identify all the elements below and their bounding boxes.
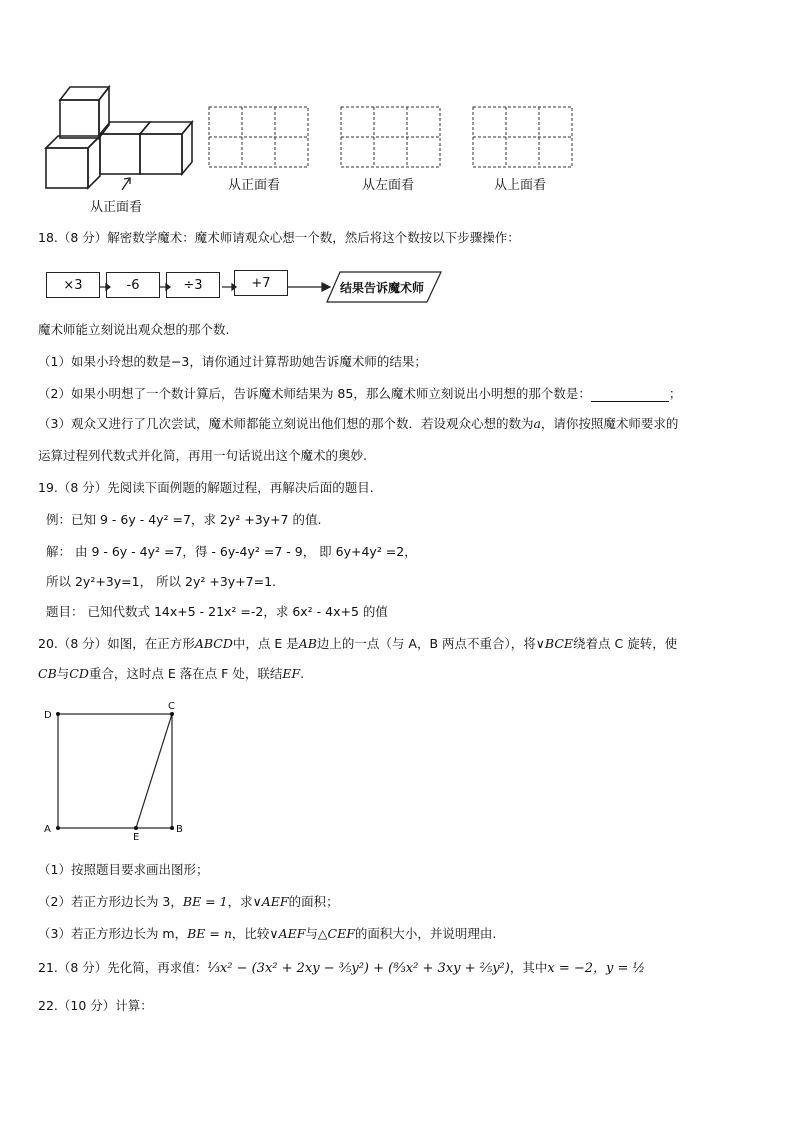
- q19-problem: 题目： 已知代数式 14x+5 - 21x² =-2，求 6x² - 4x+5 的值: [46, 604, 388, 619]
- q18-part2: （2）如果小明想了一个数计算后，告诉魔术师结果为 85，那么魔术师立刻说出小明想的那个数是： ；: [38, 386, 682, 401]
- square-figure: [38, 700, 198, 842]
- result-box-label: 结果告诉魔术师: [340, 281, 425, 295]
- label-e: E: [133, 832, 140, 842]
- q19-solution: 解： 由 9 - 6y - 4y² =7，得 - 6y-4y² =7 - 9， 即 6y+4y² =2，: [46, 544, 417, 559]
- front-view-arrow-label: 从正面看: [90, 200, 143, 215]
- step-box-2: -6: [106, 272, 160, 298]
- cube-stack-figure: [40, 82, 200, 194]
- q18-part3: （3）观众又进行了几次尝试，魔术师都能立刻说出他们想的那个数．若设观众心想的数为a，请你按照魔术师要求的: [38, 416, 679, 431]
- q18-after: 魔术师能立刻说出观众想的那个数.: [38, 322, 230, 337]
- q20-title: 20.（8 分）如图，在正方形ABCD中，点 E 是AB边上的一点（与 A，B 两点不重合），将∨BCE绕着点 C 旋转，使: [38, 636, 678, 651]
- q19-example: 例：已知 9 - 6y - 4y² =7，求 2y² +3y+7 的值.: [46, 512, 322, 527]
- grid-caption-left: 从左面看: [362, 178, 415, 193]
- point-c: [170, 712, 174, 716]
- q21-line: 21.（8 分）先化简，再求值：⅓x² − (3x² + 2xy − ⅗y²) + (⁸⁄₃x² + 3xy + ⅖y²)，其中x = −2，y = ½: [38, 960, 646, 976]
- front-view-grid: [208, 106, 310, 170]
- label-c: C: [168, 701, 175, 712]
- q20-part1: （1）按照题目要求画出图形；: [38, 862, 209, 877]
- grid-caption-front: 从正面看: [228, 178, 281, 193]
- left-view-grid: [340, 106, 442, 170]
- grid-caption-top: 从上面看: [494, 178, 547, 193]
- answer-blank: [591, 389, 669, 402]
- q22-title: 22.（10 分）计算：: [38, 998, 153, 1013]
- top-view-grid: [472, 106, 574, 170]
- q21-condition: x = −2，y = ½: [547, 961, 646, 976]
- q19-title: 19.（8 分）先阅读下面例题的解题过程，再解决后面的题目.: [38, 480, 374, 495]
- q18-title: 18.（8 分）解密数学魔术：魔术师请观众心想一个数，然后将这个数按以下步骤操作：: [38, 230, 520, 245]
- step-box-1: ×3: [46, 272, 100, 298]
- point-a: [56, 826, 60, 830]
- q19-solution-cont: 所以 2y²+3y=1， 所以 2y² +3y+7=1.: [46, 574, 277, 589]
- front-view-arrow: [122, 178, 130, 190]
- q20-title-cont: CB与CD重合，这时点 E 落在点 F 处，联结EF.: [38, 666, 305, 681]
- point-d: [56, 712, 60, 716]
- step-box-4: +7: [234, 270, 288, 296]
- q18-part3-cont: 运算过程列代数式并化简，再用一句话说出这个魔术的奥妙.: [38, 448, 367, 463]
- label-a: A: [44, 824, 51, 835]
- q18-part1: （1）如果小玲想的数是−3，请你通过计算帮助她告诉魔术师的结果；: [38, 354, 427, 369]
- point-b: [170, 826, 174, 830]
- q21-expression: ⅓x² − (3x² + 2xy − ⅗y²) + (⁸⁄₃x² + 3xy + ⅖y²): [207, 961, 510, 976]
- label-d: D: [44, 710, 52, 721]
- label-b: B: [176, 824, 183, 835]
- q20-part3: （3）若正方形边长为 m，BE = n，比较∨AEF与△CEF的面积大小，并说明理由.: [38, 926, 497, 941]
- point-e: [134, 826, 138, 830]
- q20-part2: （2）若正方形边长为 3，BE = 1，求∨AEF的面积；: [38, 894, 339, 909]
- step-box-3: ÷3: [166, 272, 220, 298]
- flow-arrows: [98, 276, 338, 302]
